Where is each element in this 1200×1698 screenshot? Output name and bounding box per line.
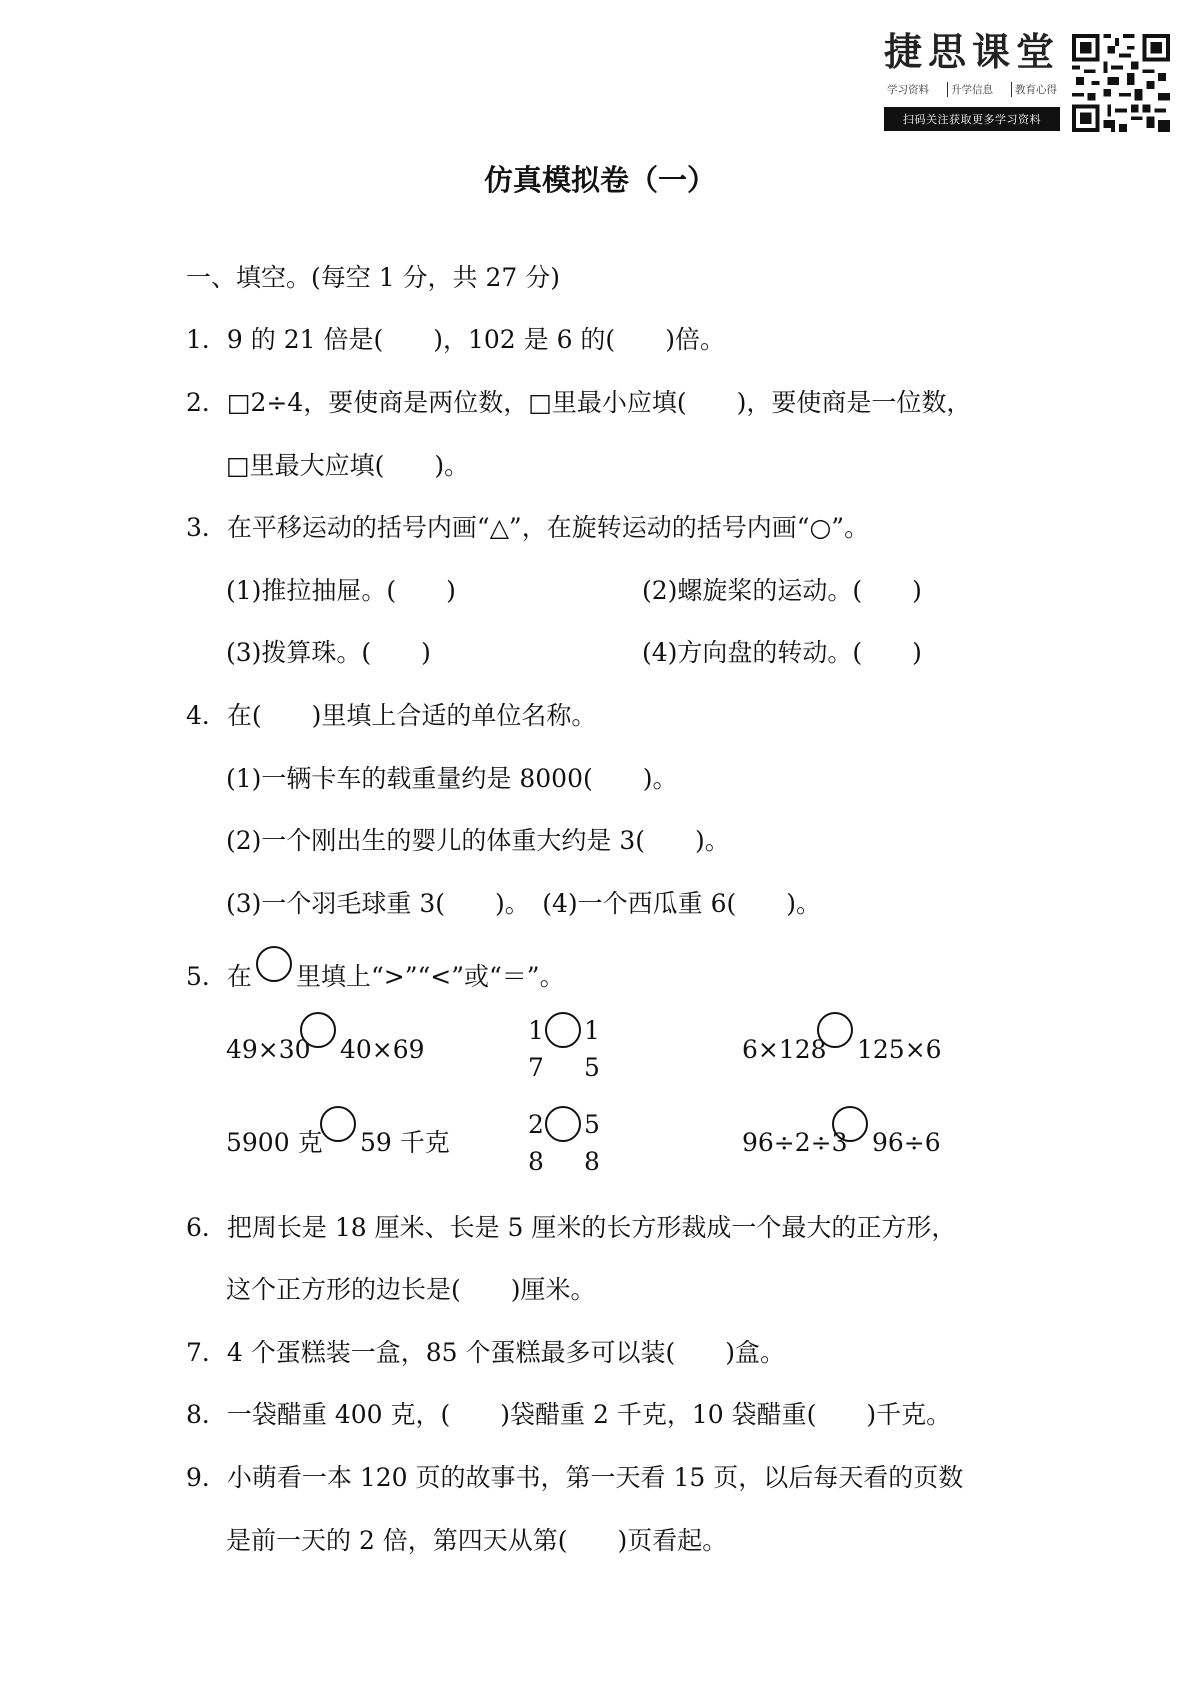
question-3: 3．在平移运动的括号内画“△”，在旋转运动的括号内画“○”。 [186,513,870,542]
fraction-denominator: 8 [584,1147,600,1176]
brand-title: 捷思课堂 [884,29,1061,74]
qr-code-icon [1072,34,1170,132]
question-3-item: (2)螺旋桨的运动。( ) [642,576,922,605]
compare-circle-icon[interactable] [545,1012,581,1048]
fraction-numerator: 1 [584,1016,600,1045]
question-4: 4．在( )里填上合适的单位名称。 [186,701,597,730]
compare-circle-icon[interactable] [300,1012,336,1048]
brand-tag: 教育心得 [1011,82,1060,97]
question-6: 6．把周长是 18 厘米、长是 5 厘米的长方形裁成一个最大的正方形， [186,1213,957,1242]
question-9-cont: 是前一天的 2 倍，第四天从第( )页看起。 [226,1526,728,1555]
question-3-item: (4)方向盘的转动。( ) [642,638,922,667]
compare-left: 5900 克 [226,1128,323,1157]
question-1: 1．9 的 21 倍是( )，102 是 6 的( )倍。 [186,325,725,354]
brand-banner: 扫码关注获取更多学习资料 [884,107,1060,131]
compare-right: 59 千克 [360,1128,450,1157]
question-4-item: (2)一个刚出生的婴儿的体重大约是 3( )。 [226,826,730,855]
compare-circle-icon[interactable] [320,1106,356,1142]
brand-tag: 学习资料 [887,84,929,96]
question-4-item: (1)一辆卡车的载重量约是 8000( )。 [226,764,678,793]
fraction-numerator: 1 [528,1016,544,1045]
section-heading: 一、填空。(每空 1 分，共 27 分) [186,263,561,292]
question-2-cont: □里最大应填( )。 [226,451,470,480]
question-8: 8．一袋醋重 400 克，( )袋醋重 2 千克，10 袋醋重( )千克。 [186,1400,952,1429]
question-5-text: 里填上“>”“<”或“＝”。 [296,962,565,991]
compare-left: 6×128 [742,1035,827,1064]
fraction-denominator: 5 [584,1053,600,1082]
compare-circle-icon[interactable] [817,1012,853,1048]
question-2: 2．□2÷4，要使商是两位数，□里最小应填( )，要使商是一位数， [186,388,972,417]
question-7: 7．4 个蛋糕装一盒，85 个蛋糕最多可以装( )盒。 [186,1338,786,1367]
question-3-item: (3)拨算珠。( ) [226,638,431,667]
page-title: 仿真模拟卷（一） [483,163,716,197]
brand-tags [884,82,1060,97]
question-5: 5．在 [186,962,252,991]
fraction-numerator: 2 [528,1110,544,1139]
compare-left: 49×30 [226,1035,311,1064]
compare-circle-icon[interactable] [545,1106,581,1142]
fraction-denominator: 8 [528,1147,544,1176]
compare-right: 40×69 [340,1035,425,1064]
fraction-numerator: 5 [584,1110,600,1139]
compare-circle-icon [256,946,292,982]
compare-left: 96÷2÷3 [742,1128,848,1157]
question-9: 9．小萌看一本 120 页的故事书，第一天看 15 页，以后每天看的页数 [186,1463,964,1492]
question-6-cont: 这个正方形的边长是( )厘米。 [226,1275,596,1304]
fraction-denominator: 7 [528,1053,544,1082]
compare-circle-icon[interactable] [832,1106,868,1142]
brand-block [884,30,1060,131]
question-3-item: (1)推拉抽屉。( ) [226,576,456,605]
brand-tag: 升学信息 [947,82,996,97]
question-4-item: (3)一个羽毛球重 3( )。 (4)一个西瓜重 6( )。 [226,889,822,918]
compare-right: 125×6 [857,1035,942,1064]
compare-right: 96÷6 [872,1128,941,1157]
